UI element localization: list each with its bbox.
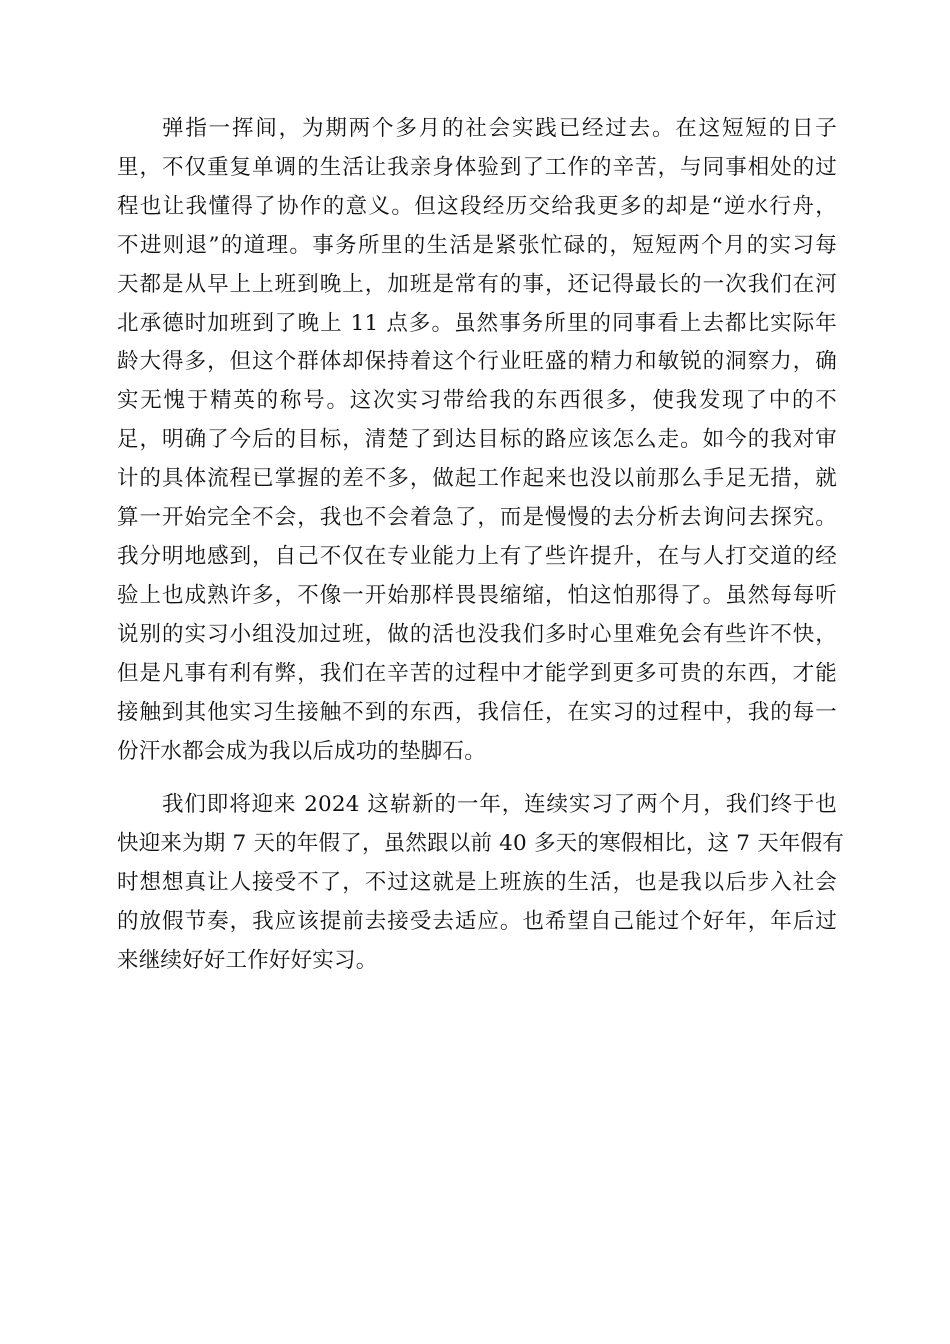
paragraph-line: 但是凡事有利有弊，我们在辛苦的过程中才能学到更多可贵的东西，才能 <box>117 660 837 686</box>
paragraph-line: 快迎来为期 7 天的年假了，虽然跟以前 40 多天的寒假相比，这 7 天年假有 <box>117 831 845 857</box>
paragraph-line: 足，明确了今后的目标，清楚了到达目标的路应该怎么走。如今的我对审 <box>117 427 837 453</box>
paragraph-line: 计的具体流程已掌握的差不多，做起工作起来也没以前那么手足无措，就 <box>117 466 837 492</box>
document-body <box>117 110 845 981</box>
paragraph-1 <box>117 110 837 771</box>
paragraph-line: 实无愧于精英的称号。这次实习带给我的东西很多，使我发现了中的不 <box>117 388 837 414</box>
paragraph-line: 接触到其他实习生接触不到的东西，我信任，在实习的过程中，我的每一 <box>117 699 837 725</box>
paragraph-line: 程也让我懂得了协作的意义。但这段经历交给我更多的却是“逆水行舟， <box>117 193 837 219</box>
paragraph-line: 算一开始完全不会，我也不会着急了，而是慢慢的去分析去询问去探究。 <box>117 505 837 531</box>
paragraph-line: 北承德时加班到了晚上 11 点多。虽然事务所里的同事看上去都比实际年 <box>117 310 837 336</box>
paragraph-line: 的放假节奏，我应该提前去接受去适应。也希望自己能过个好年，年后过 <box>117 909 837 935</box>
paragraph-line: 说别的实习小组没加过班，做的活也没我们多时心里难免会有些许不快， <box>117 621 837 647</box>
paragraph-line: 验上也成熟许多，不像一开始那样畏畏缩缩，怕这怕那得了。虽然每每听 <box>117 582 837 608</box>
paragraph-line: 弹指一挥间，为期两个多月的社会实践已经过去。在这短短的日子 <box>162 116 837 141</box>
paragraph-line: 来继续好好工作好好实习。 <box>117 948 378 974</box>
paragraph-line: 天都是从早上上班到晚上，加班是常有的事，还记得最长的一次我们在河 <box>117 271 837 297</box>
paragraph-line: 不进则退”的道理。事务所里的生活是紧张忙碌的，短短两个月的实习每 <box>117 232 837 258</box>
paragraph-line: 龄大得多，但这个群体却保持着这个行业旺盛的精力和敏锐的洞察力，确 <box>117 349 837 375</box>
paragraph-line: 时想想真让人接受不了，不过这就是上班族的生活，也是我以后步入社会 <box>117 870 837 896</box>
paragraph-line: 里，不仅重复单调的生活让我亲身体验到了工作的辛苦，与同事相处的过 <box>117 154 837 180</box>
paragraph-line: 份汗水都会成为我以后成功的垫脚石。 <box>117 738 486 764</box>
paragraph-line: 我分明地感到，自己不仅在专业能力上有了些许提升，在与人打交道的经 <box>117 543 837 569</box>
paragraph-line: 我们即将迎来 2024 这崭新的一年，连续实习了两个月，我们终于也 <box>162 792 837 818</box>
paragraph-2 <box>117 786 845 981</box>
